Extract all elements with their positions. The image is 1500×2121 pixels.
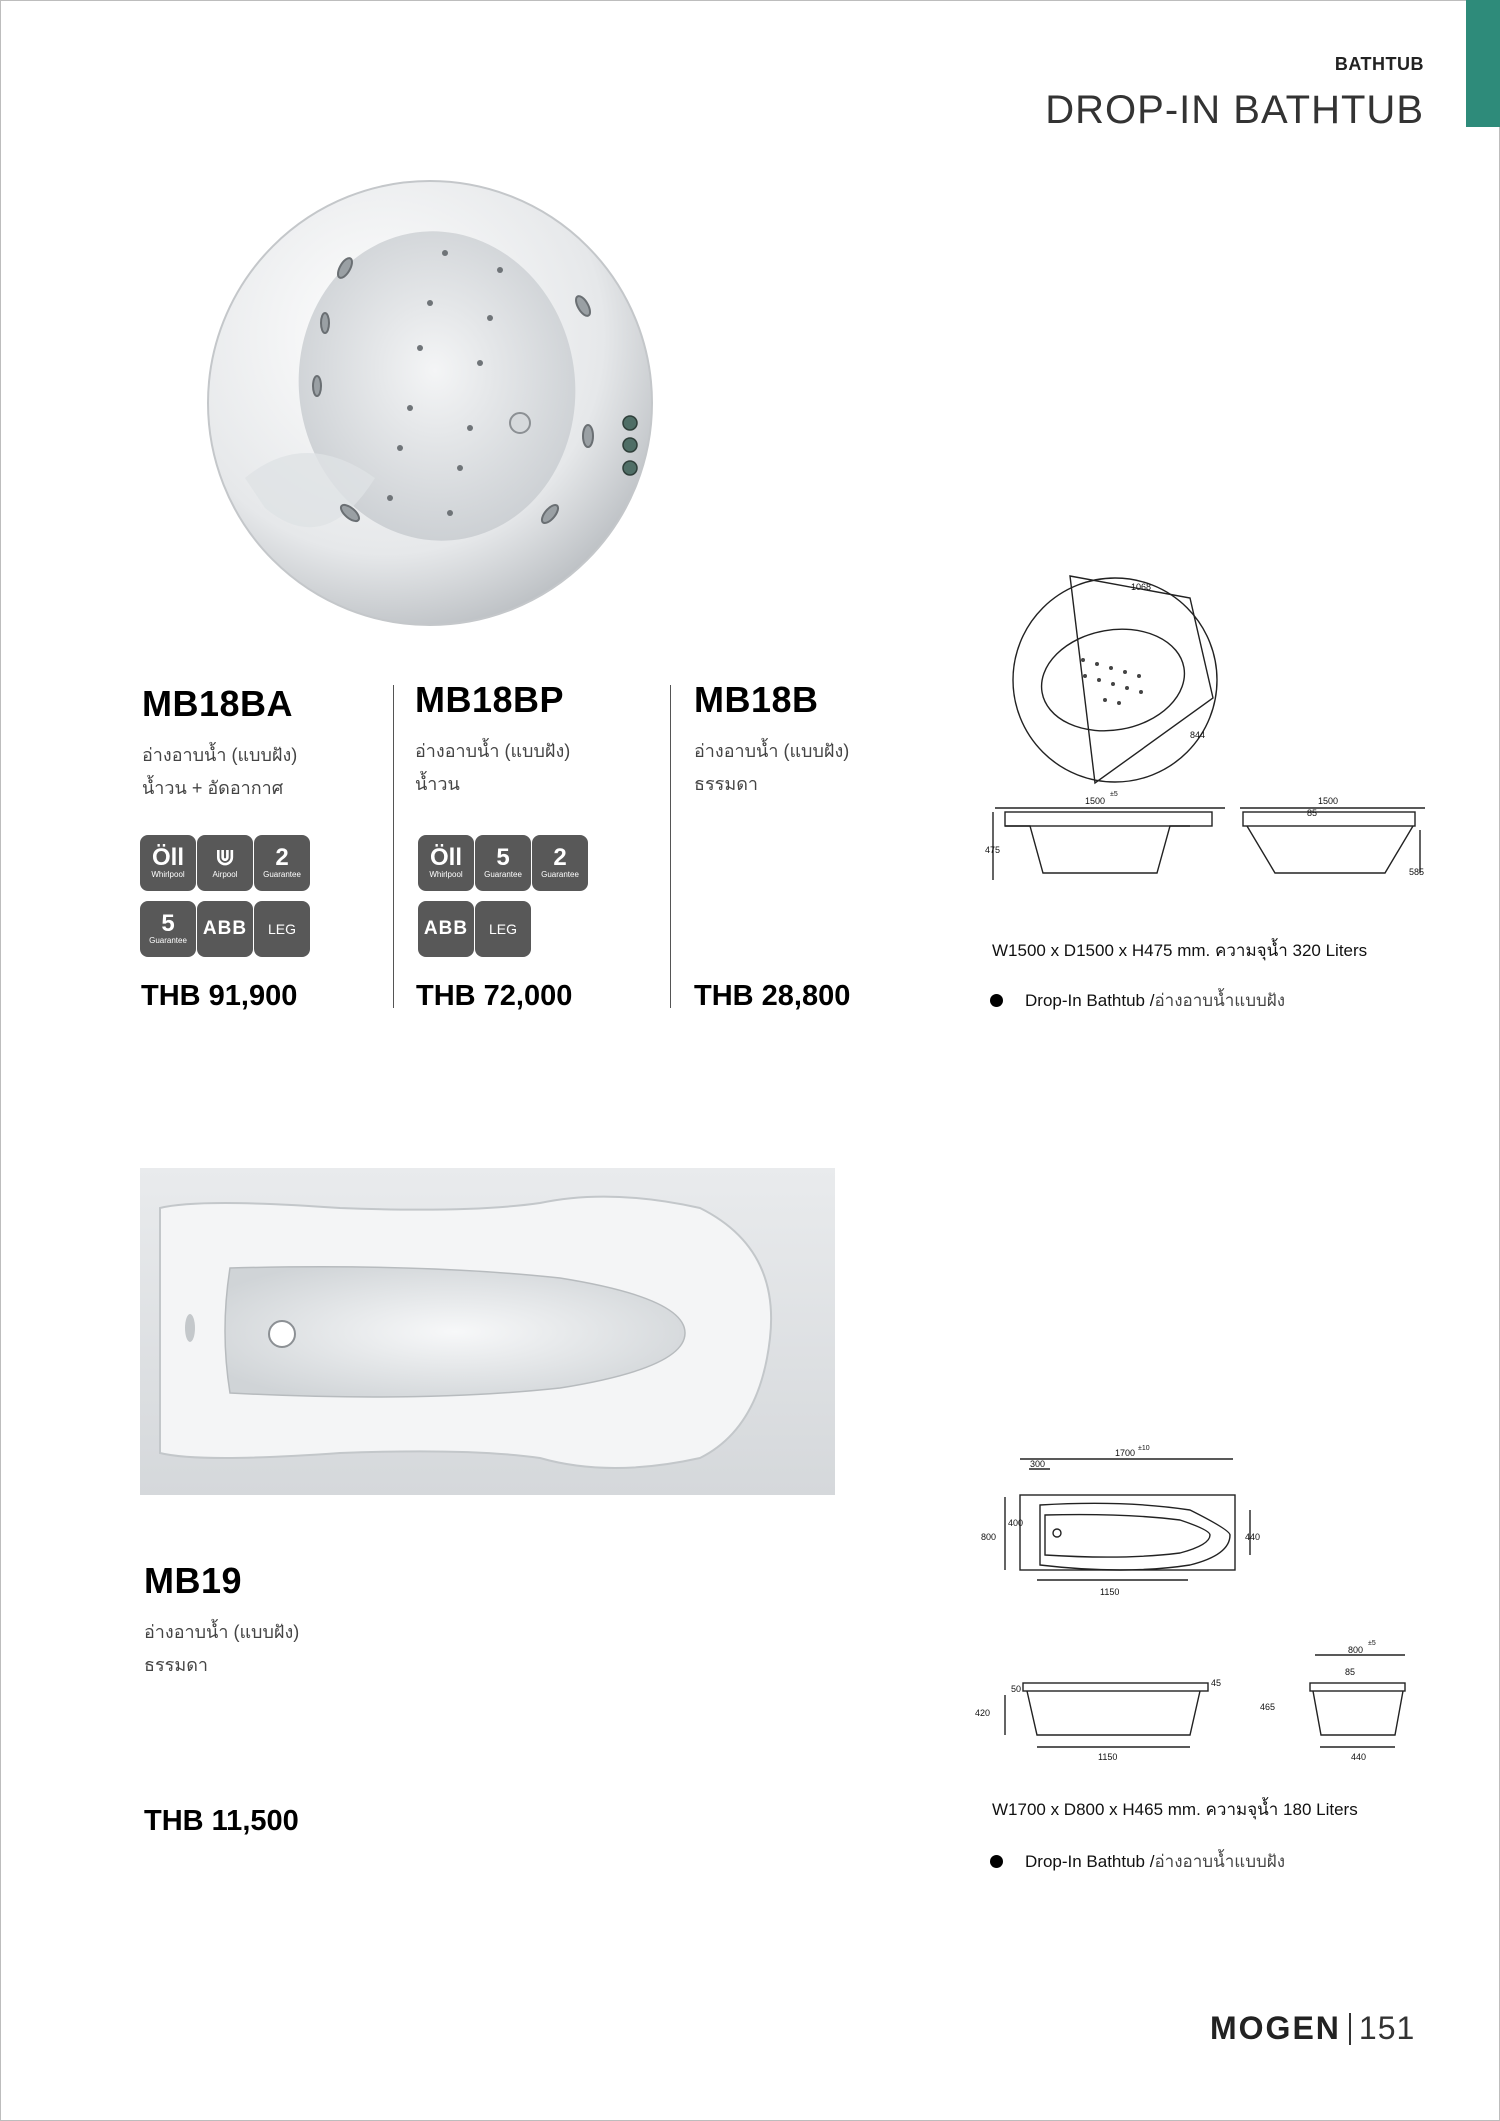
leg-badge: LEG bbox=[254, 901, 310, 957]
rectangular-bathtub-dimension-drawing bbox=[975, 1445, 1420, 1765]
dim-50: 50 bbox=[1011, 1684, 1022, 1694]
dim-300: 300 bbox=[1030, 1459, 1046, 1469]
dim-475: 475 bbox=[985, 845, 1001, 855]
model-code: MB18BA bbox=[142, 683, 294, 724]
feature-badges-mb18bp bbox=[418, 835, 589, 957]
spec-type-bottom bbox=[990, 1848, 1285, 1875]
feature-badges-mb18ba bbox=[140, 835, 311, 957]
guarantee-2-years-badge: 2 Guarantee bbox=[532, 835, 588, 891]
product-mb18ba bbox=[142, 683, 297, 805]
price-mb18ba: THB 91,900 bbox=[141, 980, 298, 1012]
dim-440-end: 440 bbox=[1351, 1752, 1367, 1762]
model-desc-line2: ธรรมดา bbox=[144, 1655, 208, 1675]
dim-800-end: 800 bbox=[1348, 1645, 1364, 1655]
product-mb19 bbox=[144, 1560, 299, 1682]
dim-420: 420 bbox=[975, 1708, 991, 1718]
category-label: BATHTUB bbox=[1334, 54, 1424, 74]
guarantee-5-years-badge: 5 Guarantee bbox=[140, 901, 196, 957]
accent-bar bbox=[1466, 0, 1500, 127]
model-desc-line2: น้ำวน + อัดอากาศ bbox=[142, 778, 284, 798]
model-code: MB18BP bbox=[415, 679, 565, 720]
dim-tol-5: ±5 bbox=[1368, 1640, 1376, 1647]
bullet-icon bbox=[990, 1855, 1003, 1868]
dim-1700: 1700 bbox=[1115, 1448, 1136, 1458]
price-mb19: THB 11,500 bbox=[144, 1805, 299, 1837]
type-en: Drop-In Bathtub / bbox=[1025, 1851, 1155, 1871]
dim-844: 844 bbox=[1190, 730, 1206, 740]
dim-465: 465 bbox=[1260, 1702, 1276, 1712]
rectangular-bathtub-photo bbox=[140, 1168, 835, 1495]
round-bathtub-dimension-drawing bbox=[985, 568, 1430, 884]
dim-1500-front: 1500 bbox=[1085, 796, 1106, 806]
price-mb18b: THB 28,800 bbox=[694, 980, 851, 1012]
dim-440: 440 bbox=[1245, 1532, 1261, 1542]
dim-1150-side: 1150 bbox=[1098, 1752, 1118, 1762]
model-desc-line1: อ่างอาบน้ำ (แบบฝัง) bbox=[694, 741, 850, 761]
round-bathtub-photo bbox=[205, 178, 655, 628]
dim-45: 45 bbox=[1211, 1678, 1222, 1688]
type-th: อ่างอาบน้ำแบบฝัง bbox=[1154, 991, 1286, 1010]
divider bbox=[670, 685, 671, 1008]
dim-400: 400 bbox=[1008, 1518, 1024, 1528]
abb-badge: ABB bbox=[418, 901, 474, 957]
abb-badge: ABB bbox=[197, 901, 253, 957]
whirlpool-jet-icon: Öll Whirlpool bbox=[140, 835, 196, 891]
dim-1500-side: 1500 bbox=[1318, 796, 1339, 806]
model-desc-line2: ธรรมดา bbox=[694, 774, 758, 794]
model-code: MB19 bbox=[144, 1560, 243, 1601]
model-code: MB18B bbox=[694, 679, 819, 720]
guarantee-5-years-badge: 5 Guarantee bbox=[475, 835, 531, 891]
spec-type-top bbox=[990, 987, 1285, 1014]
dim-85: 85 bbox=[1345, 1667, 1356, 1677]
airpool-jet-icon: ⋓ Airpool bbox=[197, 835, 253, 891]
footer-brand bbox=[1210, 2010, 1415, 2047]
page-number: 151 bbox=[1358, 2010, 1416, 2046]
price-mb18bp: THB 72,000 bbox=[416, 980, 573, 1012]
type-en: Drop-In Bathtub / bbox=[1025, 990, 1155, 1010]
whirlpool-jet-icon: Öll Whirlpool bbox=[418, 835, 474, 891]
dim-585: 585 bbox=[1409, 867, 1425, 877]
spec-dimensions-bottom: W1700 x D800 x H465 mm. ความจุน้ำ 180 Liters bbox=[992, 1800, 1358, 1819]
brand-logo: MOGEN bbox=[1210, 2010, 1341, 2046]
model-desc-line2: น้ำวน bbox=[415, 774, 460, 794]
type-th: อ่างอาบน้ำแบบฝัง bbox=[1154, 1852, 1286, 1871]
footer-separator bbox=[1349, 2013, 1351, 2045]
guarantee-2-years-badge: 2 Guarantee bbox=[254, 835, 310, 891]
product-mb18b bbox=[694, 679, 849, 801]
dim-tol-10: ±10 bbox=[1138, 1445, 1150, 1452]
dim-1150: 1150 bbox=[1100, 1587, 1120, 1597]
divider bbox=[393, 685, 394, 1008]
spec-dimensions-top: W1500 x D1500 x H475 mm. ความจุน้ำ 320 Liters bbox=[992, 941, 1368, 960]
model-desc-line1: อ่างอาบน้ำ (แบบฝัง) bbox=[415, 741, 571, 761]
page-title: DROP-IN BATHTUB bbox=[1045, 88, 1424, 132]
dim-800: 800 bbox=[981, 1532, 997, 1542]
leg-badge: LEG bbox=[475, 901, 531, 957]
model-desc-line1: อ่างอาบน้ำ (แบบฝัง) bbox=[144, 1622, 300, 1642]
dim-1068: 1068 bbox=[1131, 582, 1152, 592]
dim-tolerance: ±5 bbox=[1110, 791, 1118, 798]
dim-85: 85 bbox=[1307, 808, 1318, 818]
bullet-icon bbox=[990, 994, 1003, 1007]
model-desc-line1: อ่างอาบน้ำ (แบบฝัง) bbox=[142, 745, 298, 765]
product-mb18bp bbox=[415, 679, 570, 801]
